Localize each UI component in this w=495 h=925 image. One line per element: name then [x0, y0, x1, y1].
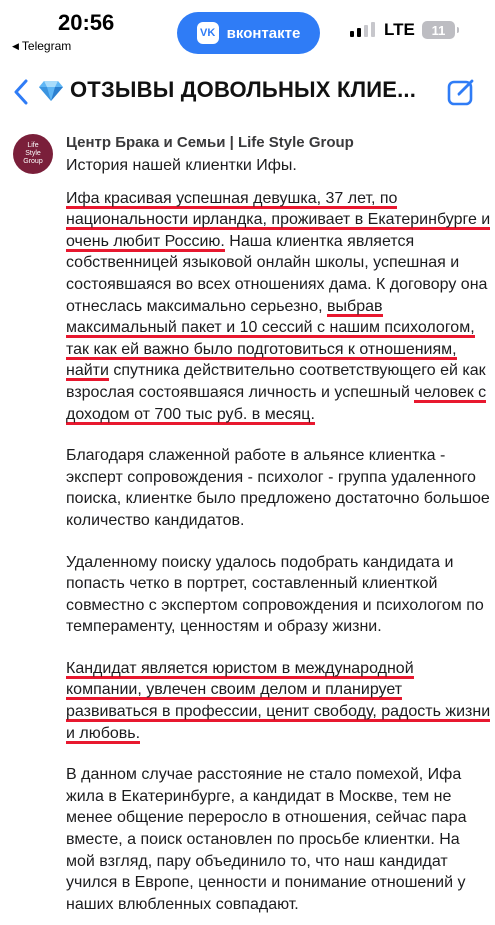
signal-bars-icon	[350, 22, 375, 37]
post-paragraph-5: В данном случае расстояние не стало помехой, Ифа жила в Екатеринбурге, а кандидат в Москве, тем не менее общение переросло в отношения, сейчас пара вместе, а поиск остановлен по просьбе клиентки. На мой взгляд, пару объединило то, что наш кандидат учился в Европе, ценности и понимание отношений у наших влюбленных совпадают.	[66, 766, 467, 913]
paragraph-text: Наша клиентка является собственницей языковой онлайн школы, успешная и состоявшаяся во всех отношениях дама. К договору она отнеслась максимально серьезно,	[66, 232, 488, 315]
page-title: ОТЗЫВЫ ДОВОЛЬНЫХ КЛИЕ...	[70, 77, 417, 102]
vk-pill-label: вконтакте	[226, 24, 301, 42]
clock: 20:56	[58, 10, 115, 35]
avatar-logo-line: Life	[27, 142, 39, 149]
battery-level: 11	[431, 22, 446, 38]
back-triangle-icon: ◀	[12, 40, 19, 51]
post-paragraph-3: Удаленному поиску удалось подобрать кандидата и попасть четко в портрет, составленный клиенткой совместно с экспертом сопровождения и психологом по темпераменту, ценностям и образу жизни.	[66, 553, 484, 636]
avatar-logo-line: Group	[23, 158, 43, 165]
edit-icon	[445, 76, 477, 108]
post-body	[66, 155, 491, 925]
avatar-logo-line: Style	[25, 150, 41, 157]
vk-app-pill[interactable]	[177, 12, 320, 54]
app-header	[0, 70, 495, 114]
post-intro: История нашей клиентки Ифы.	[66, 157, 297, 174]
chevron-left-icon	[13, 79, 29, 105]
battery-icon	[422, 21, 455, 39]
highlighted-text: человек с доходом от 700 тыс руб. в месяц.	[66, 383, 487, 423]
status-bar	[0, 0, 495, 56]
back-app-label: Telegram	[21, 39, 72, 53]
back-button[interactable]	[6, 70, 36, 114]
paragraph-text: спутника действительно соответствующего ей как взрослая состоявшаяся личность и успешный	[66, 362, 486, 401]
highlighted-text: Ифа красивая успешная девушка, 37 лет, по национальности ирландка, проживает в Екатеринбурге и очень любит Россию.	[66, 189, 491, 250]
back-to-telegram-link[interactable]	[12, 39, 71, 53]
post-paragraph-4	[66, 658, 491, 744]
post-paragraph-2: Благодаря слаженной работе в альянсе клиентка - эксперт сопровождения - психолог - группа удаленного поиска, клиентке было предложено достаточно большое количество кандидатов.	[66, 447, 490, 529]
post-author[interactable]: Центр Брака и Семьи | Life Style Group	[66, 134, 354, 151]
diamond-icon	[38, 77, 64, 103]
highlighted-text: Кандидат является юристом в международной компании, увлечен своим делом и планирует развиваться в профессии, ценит свободу, радость жизни и любовь.	[66, 659, 491, 742]
post-paragraph-1	[66, 188, 491, 426]
avatar[interactable]	[13, 134, 53, 174]
highlighted-text: выбрав максимальный пакет и 10 сессий с нашим психологом, так как ей важно было подготовиться к отношениям, найти	[66, 297, 475, 380]
network-type: LTE	[384, 20, 415, 39]
vk-logo-icon: VK	[197, 22, 219, 44]
edit-button[interactable]	[445, 76, 477, 108]
